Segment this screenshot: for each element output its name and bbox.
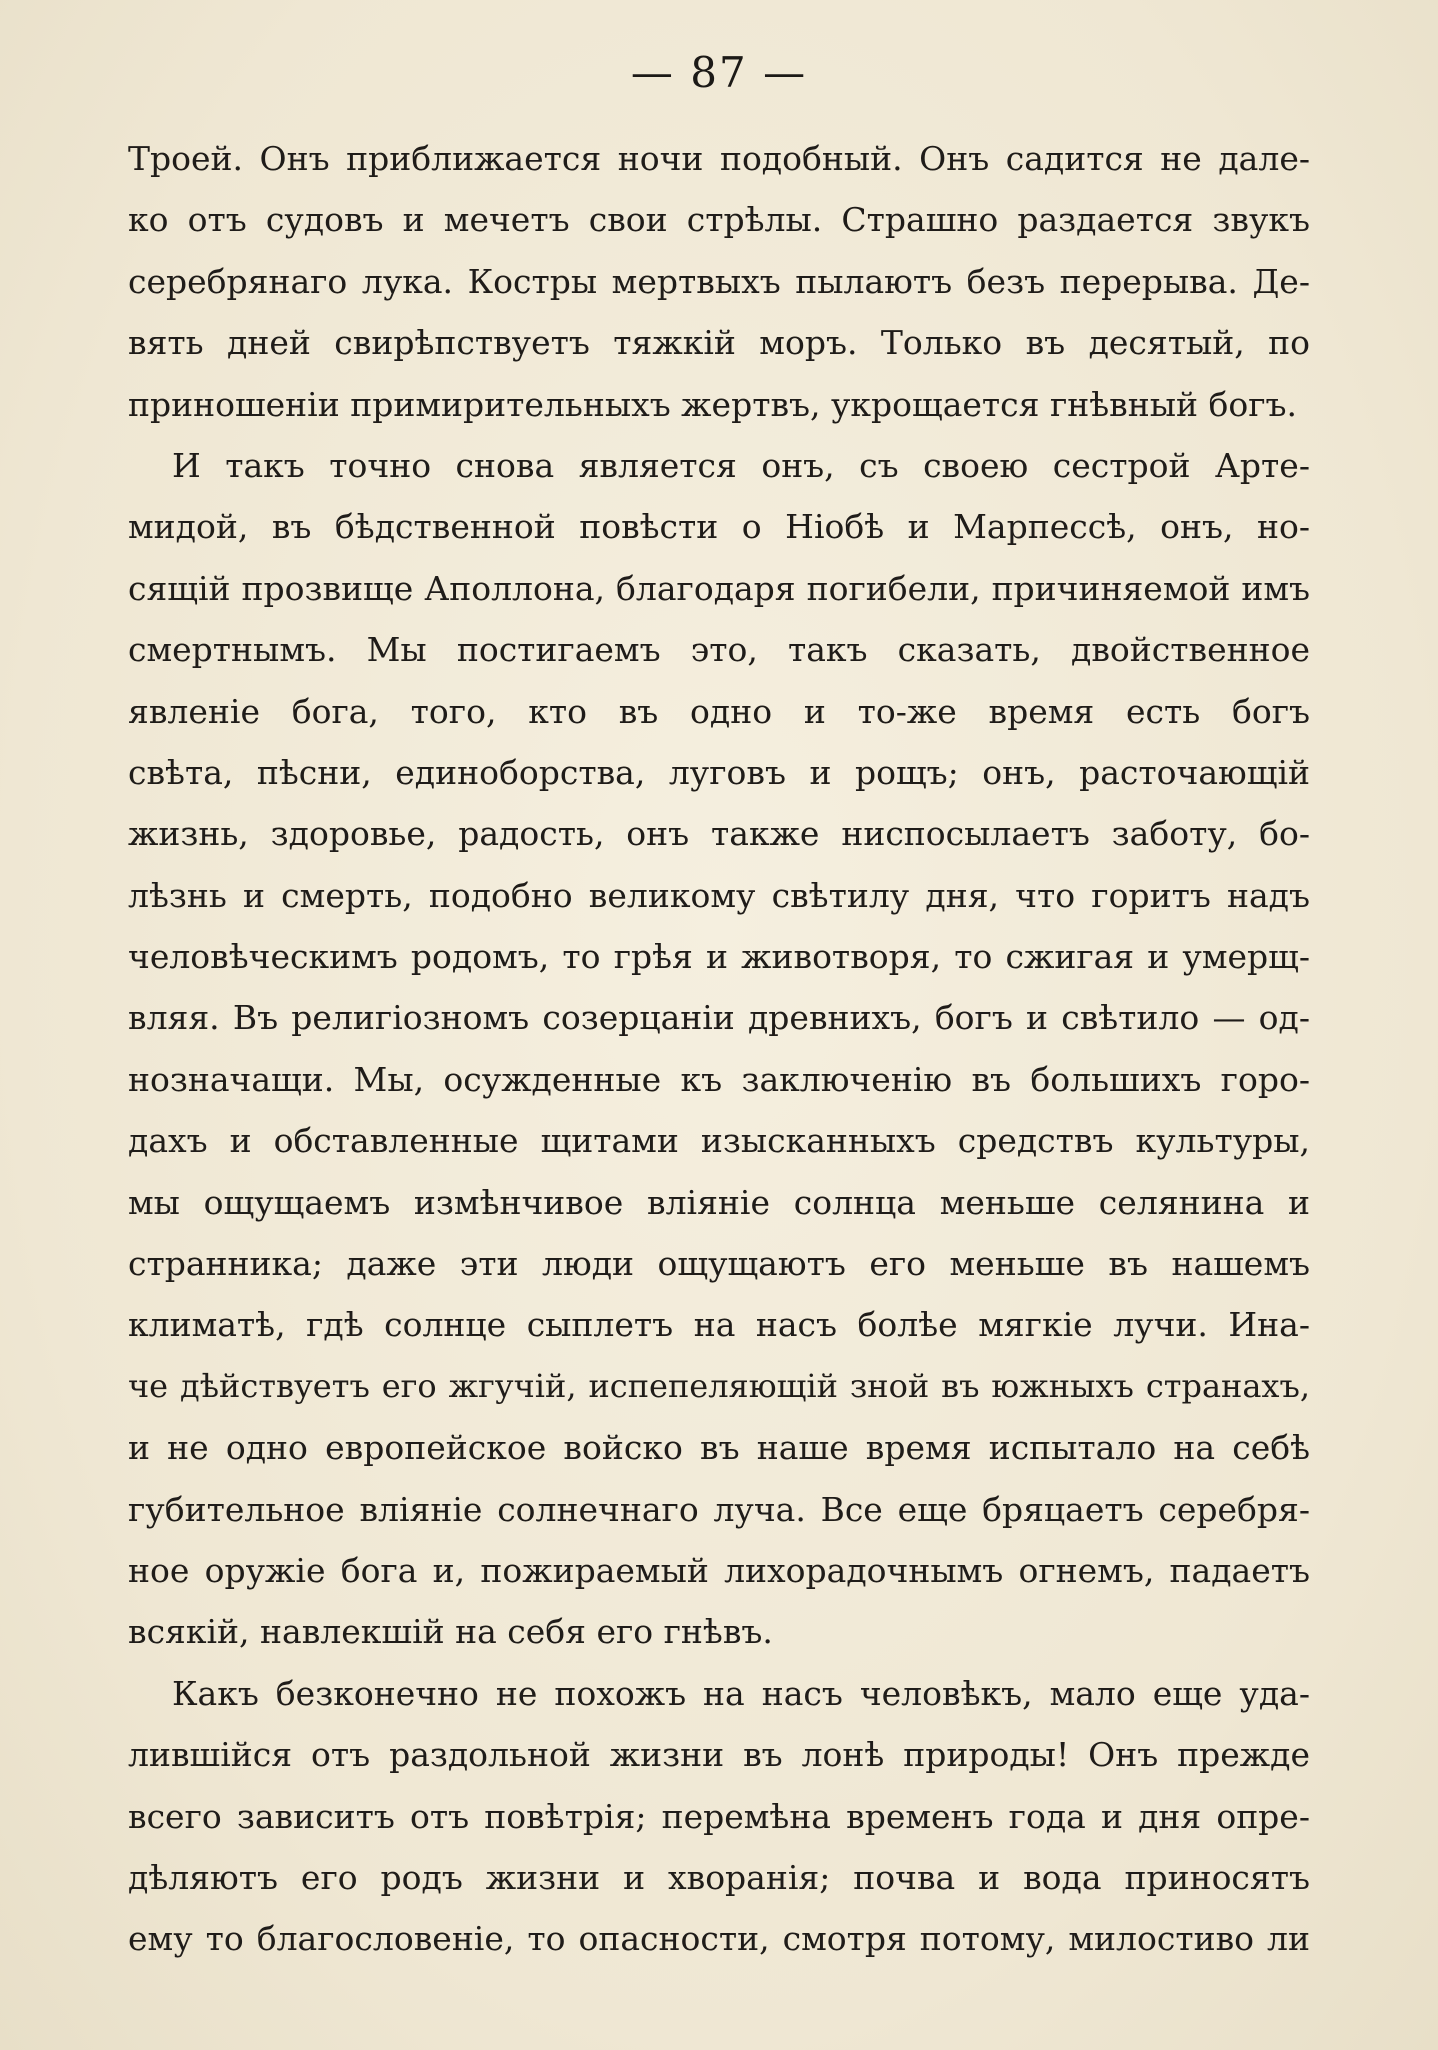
text-line: лѣзнь и смерть, подобно великому свѣтилу дня, что горитъ надъ — [128, 875, 1310, 915]
text-line: вляя. Въ религіозномъ созерцаніи древнихъ, богъ и свѣтило — од- — [128, 998, 1310, 1038]
text-line: человѣческимъ родомъ, то грѣя и животворя, то сжигая и умерщ- — [128, 937, 1310, 977]
page-number: — 87 — — [630, 48, 808, 97]
text-line: серебрянаго лука. Костры мертвыхъ пылаютъ безъ перерыва. Де- — [128, 261, 1310, 301]
text-line: вять дней свирѣпствуетъ тяжкій моръ. Только въ десятый, по — [128, 323, 1310, 363]
text-line: и не одно европейское войско въ наше время испытало на себѣ — [128, 1428, 1310, 1468]
text-line: дѣляютъ его родъ жизни и хворанія; почва и вода приносятъ — [128, 1857, 1310, 1897]
text-line: мы ощущаемъ измѣнчивое вліяніе солнца меньше селянина и — [128, 1182, 1310, 1222]
text-line: сящій прозвище Аполлона, благодаря погибели, причиняемой имъ — [128, 568, 1310, 608]
text-line: ко отъ судовъ и мечетъ свои стрѣлы. Страшно раздается звукъ — [128, 200, 1310, 240]
text-line: Какъ безконечно не похожъ на насъ человѣкъ, мало еще уда- — [172, 1673, 1310, 1713]
text-line: лившійся отъ раздольной жизни въ лонѣ природы! Онъ прежде — [128, 1735, 1310, 1775]
text-line: ное оружіе бога и, пожираемый лихорадочнымъ огнемъ, падаетъ — [128, 1550, 1310, 1590]
text-line: приношеніи примирительныхъ жертвъ, укрощается гнѣвный богъ. — [128, 384, 1297, 424]
text-line: жизнь, здоровье, радость, онъ также ниспосылаетъ заботу, бо- — [128, 814, 1310, 854]
text-line: мидой, въ бѣдственной повѣсти о Ніобѣ и Марпессѣ, онъ, но- — [128, 507, 1310, 547]
text-line: смертнымъ. Мы постигаемъ это, такъ сказать, двойственное — [128, 630, 1310, 670]
text-line: всякій, навлекшій на себя его гнѣвъ. — [128, 1612, 773, 1652]
text-line: явленіе бога, того, кто въ одно и то-же время есть богъ — [128, 691, 1310, 731]
text-line: дахъ и обставленные щитами изысканныхъ средствъ культуры, — [128, 1121, 1310, 1161]
text-line: Троей. Онъ приближается ночи подобный. Онъ садится не дале- — [128, 139, 1310, 178]
text-line: свѣта, пѣсни, единоборства, луговъ и рощъ; онъ, расточающій — [128, 752, 1310, 792]
text-line: всего зависитъ отъ повѣтрія; перемѣна временъ года и дня опре- — [128, 1796, 1310, 1836]
body-text — [128, 128, 1310, 1970]
text-line: ему то благословеніе, то опасности, смотря потому, милостиво ли — [128, 1919, 1310, 1959]
text-line: странника; даже эти люди ощущаютъ его меньше въ нашемъ — [128, 1244, 1310, 1284]
text-line: климатѣ, гдѣ солнце сыплетъ на насъ болѣе мягкіе лучи. Ина- — [128, 1305, 1310, 1345]
text-line: губительное вліяніе солнечнаго луча. Все еще бряцаетъ серебря- — [128, 1489, 1310, 1529]
text-line: че дѣйствуетъ его жгучій, испепеляющій зной въ южныхъ странахъ, — [128, 1366, 1310, 1405]
text-line: И такъ точно снова является онъ, съ своею сестрой Арте- — [172, 445, 1310, 485]
text-line: нозначащи. Мы, осужденные къ заключенію въ большихъ горо- — [128, 1059, 1310, 1099]
